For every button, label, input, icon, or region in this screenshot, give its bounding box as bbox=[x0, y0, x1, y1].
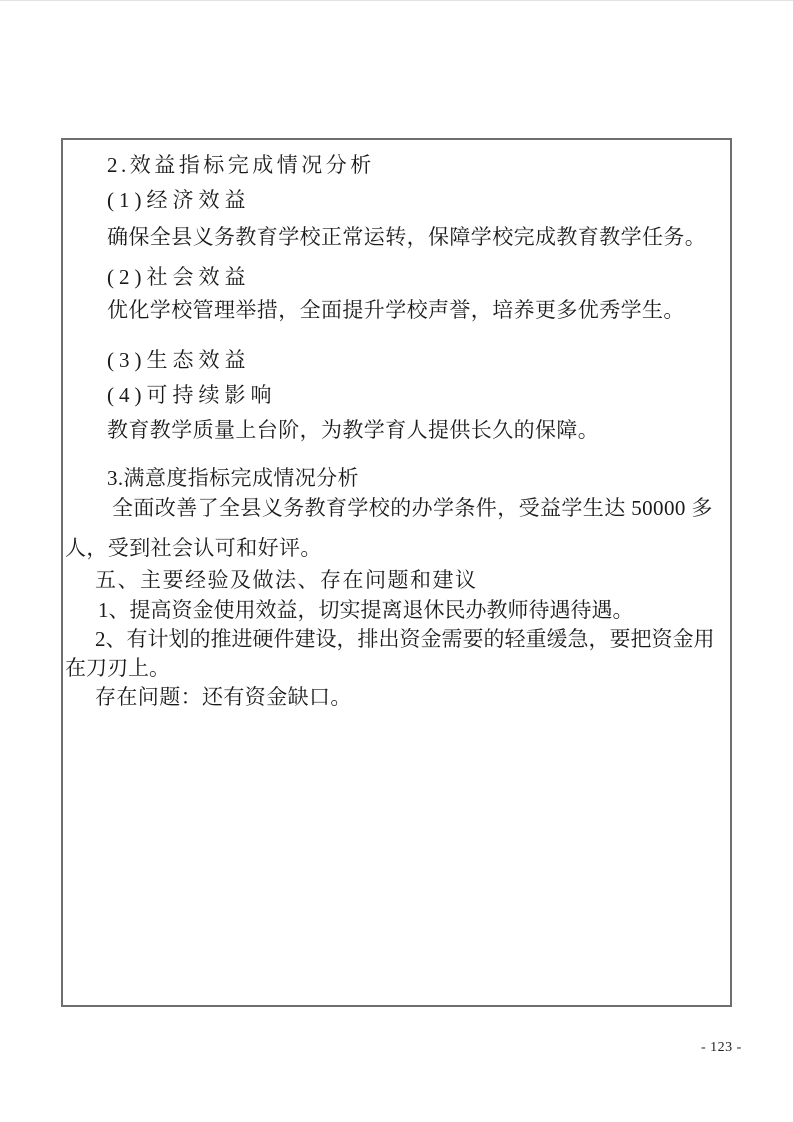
experience-item-2-line2: 在刀刃上。 bbox=[65, 656, 170, 680]
item-economic-benefit-label: (1)经济效益 bbox=[107, 188, 251, 212]
experience-item-1: 1、提高资金使用效益，切实提离退休民办教师待遇待遇。 bbox=[98, 598, 634, 622]
satisfaction-text-line1: 全面改善了全县义务教育学校的办学条件，受益学生达 50000 多 bbox=[112, 496, 713, 520]
item-social-benefit-label: (2)社会效益 bbox=[107, 265, 251, 289]
existing-problems-text: 存在问题：还有资金缺口。 bbox=[95, 685, 352, 709]
item-sustainable-impact-label: (4)可持续影响 bbox=[107, 383, 277, 407]
social-benefit-text: 优化学校管理举措，全面提升学校声誉，培养更多优秀学生。 bbox=[107, 298, 685, 322]
heading-benefit-analysis: 2.效益指标完成情况分析 bbox=[107, 153, 375, 177]
sustainable-impact-text: 教育教学质量上台阶，为教学育人提供长久的保障。 bbox=[107, 418, 600, 442]
heading-satisfaction-analysis: 3.满意度指标完成情况分析 bbox=[107, 466, 359, 490]
page-top-edge-line bbox=[0, 0, 793, 1]
item-ecological-benefit-label: (3)生态效益 bbox=[107, 348, 251, 372]
economic-benefit-text: 确保全县义务教育学校正常运转，保障学校完成教育教学任务。 bbox=[107, 225, 707, 249]
experience-item-2-line1: 2、有计划的推进硬件建设，排出资金需要的轻重缓急，要把资金用 bbox=[95, 627, 715, 651]
satisfaction-text-line2: 人，受到社会认可和好评。 bbox=[65, 536, 322, 560]
page-number: - 123 - bbox=[701, 1040, 742, 1055]
heading-experience-problems-suggestions: 五、主要经验及做法、存在问题和建议 bbox=[95, 568, 478, 592]
